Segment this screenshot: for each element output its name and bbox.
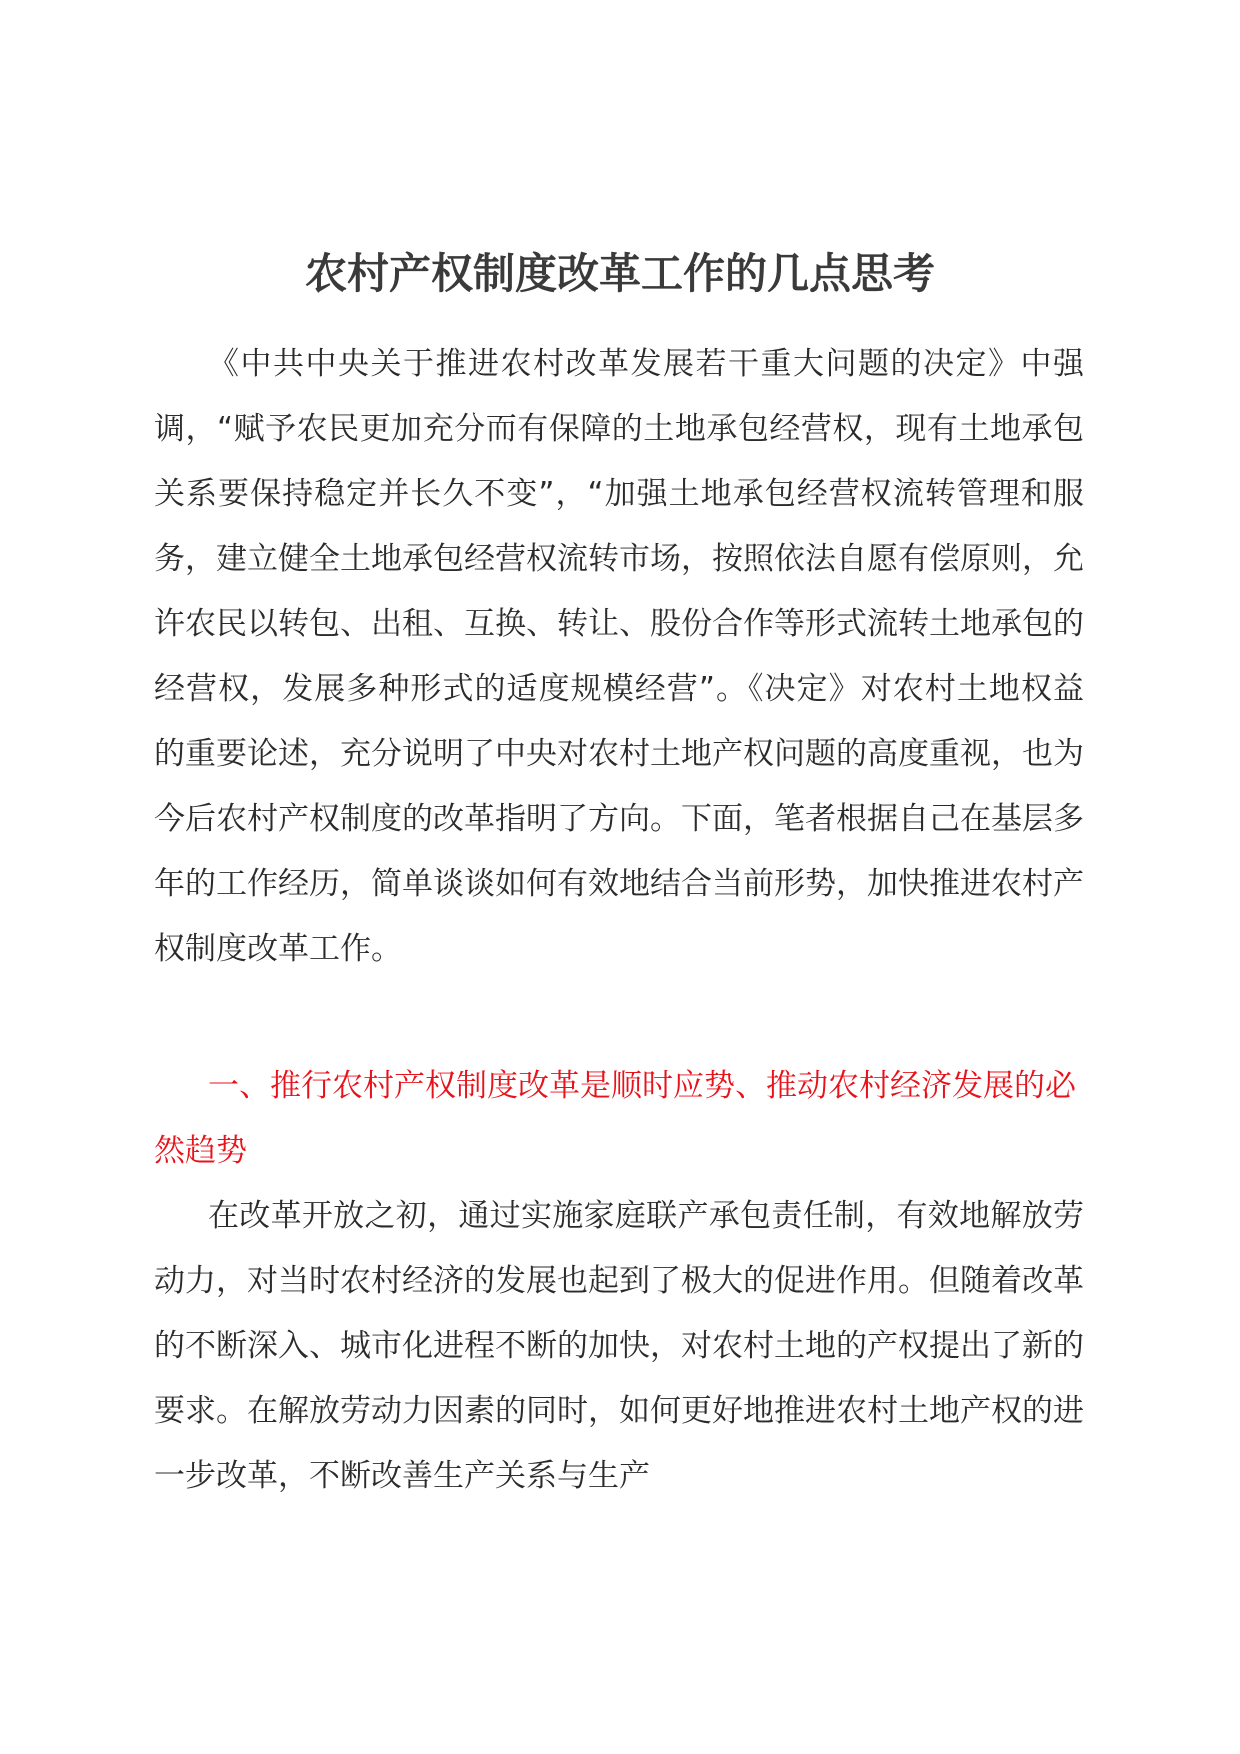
paragraph-section-1: 在改革开放之初，通过实施家庭联产承包责任制，有效地解放劳动力，对当时农村经济的发展也起到了极大的促进作用。但随着改革的不断深入、城市化进程不断的加快，对农村土地的产权提出了新的要求。在解放劳动力因素的同时，如何更好地推进农村土地产权的进一步改革，不断改善生产关系与生产 <box>154 1198 1084 1494</box>
paragraph-intro: 《中共中央关于推进农村改革发展若干重大问题的决定》中强调，“赋予农民更加充分而有保障的土地承包经营权，现有土地承包关系要保持稳定并长久不变”，“加强土地承包经营权流转管理和服务，建立健全土地承包经营权流转市场，按照依法自愿有偿原则，允许农民以转包、出租、互换、转让、股份合作等形式流转土地承包的经营权，发展多种形式的适度规模经营”。《决定》对农村土地权益的重要论述，充分说明了中央对农村土地产权问题的高度重视，也为今后农村产权制度的改革指明了方向。下面，笔者根据自己在基层多年的工作经历，简单谈谈如何有效地结合当前形势，加快推进农村产权制度改革工作。 <box>154 346 1084 967</box>
section-heading-1: 一、推行农村产权制度改革是顺时应势、推动农村经济发展的必然趋势 <box>154 1068 1076 1169</box>
document-title: 农村产权制度改革工作的几点思考 <box>304 249 935 298</box>
